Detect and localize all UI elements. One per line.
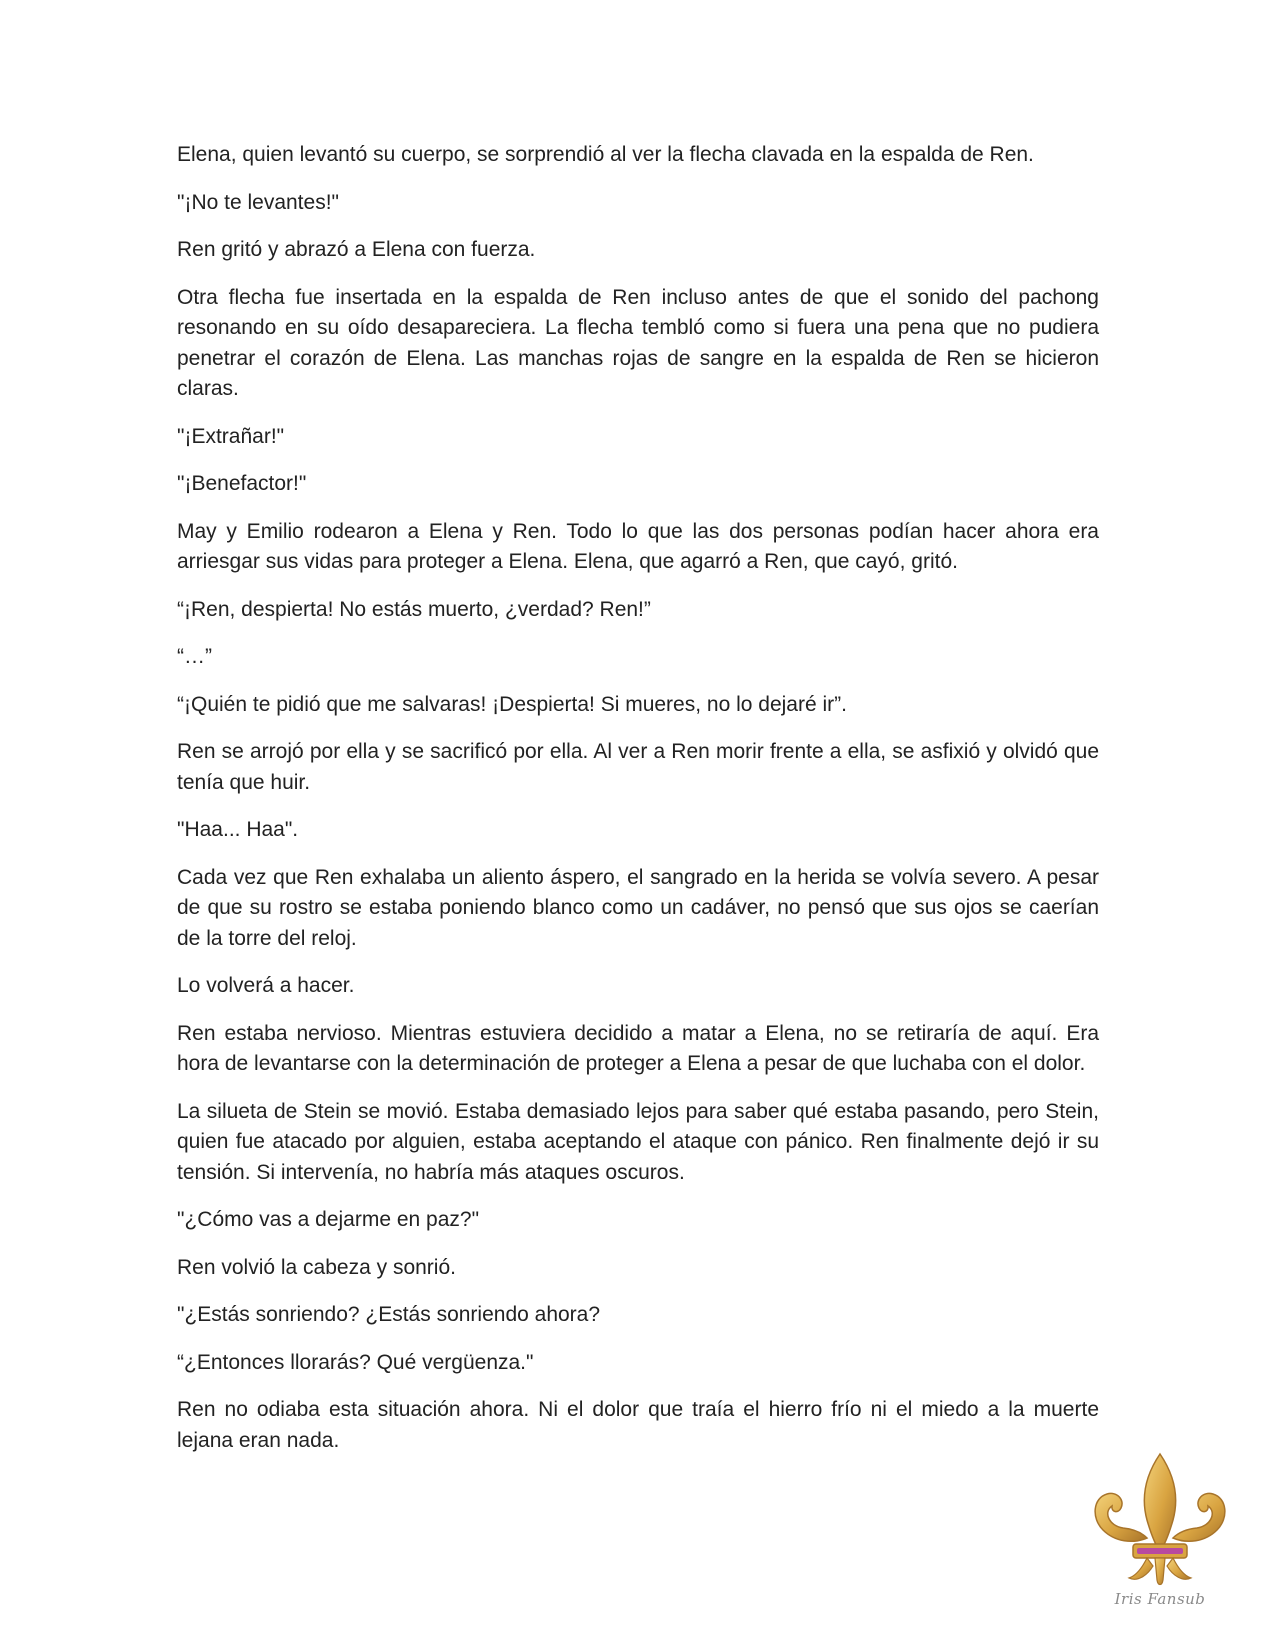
paragraph: Ren gritó y abrazó a Elena con fuerza. xyxy=(177,238,536,261)
paragraph: “…” xyxy=(177,645,212,668)
document-body xyxy=(177,140,1099,1473)
watermark-signature: Iris Fansub xyxy=(1114,1590,1206,1608)
paragraph: "Haa... Haa". xyxy=(177,818,299,841)
paragraph: Ren se arrojó por ella y se sacrificó por ella. Al ver a Ren morir frente a ella, se asfixió y olvidó que tenía que huir. xyxy=(177,740,1099,794)
paragraph: Ren volvió la cabeza y sonrió. xyxy=(177,1255,456,1279)
paragraph: "¡Benefactor!" xyxy=(177,472,307,495)
paragraph: "¡Extrañar!" xyxy=(177,424,285,448)
paragraph: May y Emilio rodearon a Elena y Ren. Todo lo que las dos personas podían hacer ahora era arriesgar sus vidas para proteger a Elena. Elena, que agarró a Ren, que cayó, gritó. xyxy=(177,519,1099,573)
paragraph: Elena, quien levantó su cuerpo, se sorprendió al ver la flecha clavada en la espalda de Ren. xyxy=(177,143,1034,166)
paragraph: “¡Quién te pidió que me salvaras! ¡Despierta! Si mueres, no lo dejaré ir”. xyxy=(177,692,847,716)
fleur-de-lis-icon xyxy=(1085,1448,1235,1638)
paragraph: Ren estaba nervioso. Mientras estuviera decidido a matar a Elena, no se retiraría de aquí. Era hora de levantarse con la determinación de proteger a Elena a pesar de que luchaba con el dolor. xyxy=(177,1021,1099,1075)
paragraph: "¿Cómo vas a dejarme en paz?" xyxy=(177,1208,480,1231)
paragraph: "¿Estás sonriendo? ¿Estás sonriendo ahora? xyxy=(177,1303,601,1326)
paragraph: La silueta de Stein se movió. Estaba demasiado lejos para saber qué estaba pasando, pero Stein, quien fue atacado por alguien, estaba aceptando el ataque con pánico. Ren finalmente dejó ir su tensión. Si intervenía, no habría más ataques oscuros. xyxy=(177,1099,1099,1184)
paragraph: Cada vez que Ren exhalaba un aliento áspero, el sangrado en la herida se volvía severo. A pesar de que su rostro se estaba poniendo blanco como un cadáver, no pensó que sus ojos se caerían de la torre del reloj. xyxy=(177,865,1099,950)
paragraph: Ren no odiaba esta situación ahora. Ni el dolor que traía el hierro frío ni el miedo a la muerte lejana eran nada. xyxy=(177,1398,1099,1452)
paragraph: “¡Ren, despierta! No estás muerto, ¿verdad? Ren!” xyxy=(177,597,651,621)
paragraph: “¿Entonces llorarás? Qué vergüenza." xyxy=(177,1350,534,1374)
paragraph: "¡No te levantes!" xyxy=(177,190,339,214)
paragraph: Otra flecha fue insertada en la espalda de Ren incluso antes de que el sonido del pachong resonando en su oído desapareciera. La flecha tembló como si fuera una pena que no pudiera penetrar el corazón de Elena. Las manchas rojas de sangre en la espalda de Ren se hicieron claras. xyxy=(177,285,1099,400)
paragraph: Lo volverá a hacer. xyxy=(177,974,355,997)
